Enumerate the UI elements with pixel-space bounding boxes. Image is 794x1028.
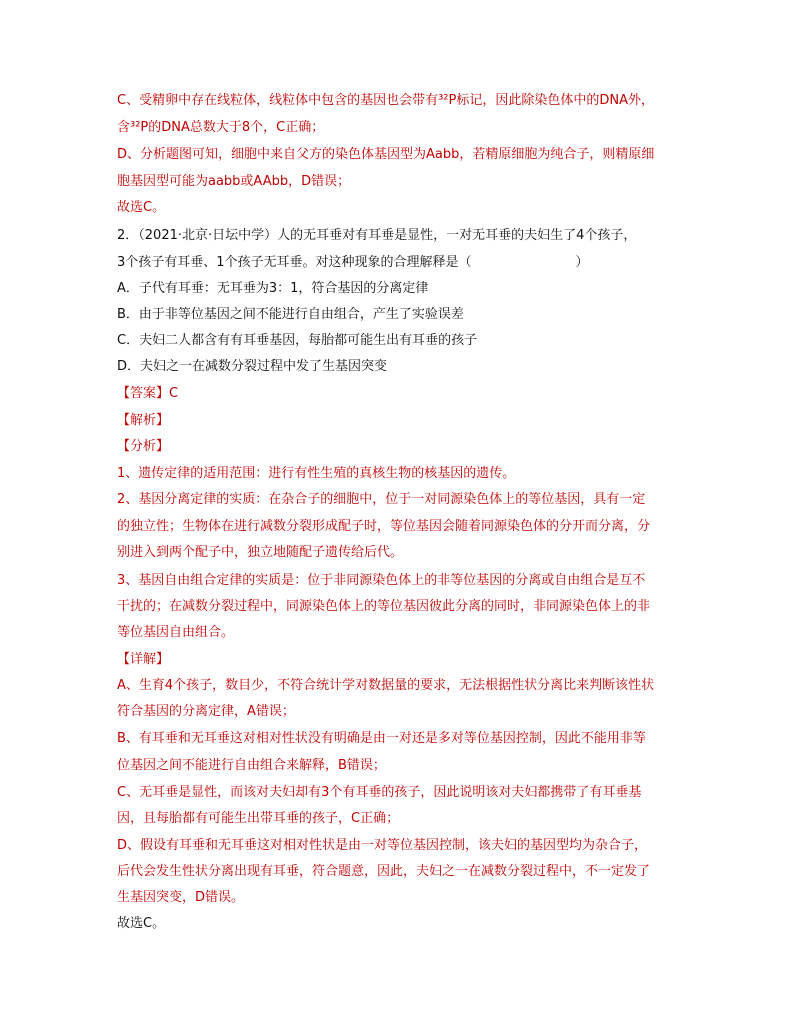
prev-conclusion: 故选C。 (117, 200, 166, 215)
option-c: C．夫妇二人都含有有耳垂基因，每胎都可能生出有耳垂的孩子 (117, 333, 478, 348)
detail-label: 【详解】 (117, 652, 170, 667)
question-stem-close: ） (575, 255, 589, 270)
option-a: A．子代有耳垂：无耳垂为3：1，符合基因的分离定律 (117, 281, 429, 296)
detail-line-3: B、有耳垂和无耳垂这对相对性状没有明确是由一对还是多对等位基因控制，因此不能用非等 (117, 731, 646, 746)
analysis-line-2: 2、基因分离定律的实质：在杂合子的细胞中，位于一对同源染色体上的等位基因，具有一定 (117, 492, 646, 507)
analysis-line-4: 别进入到两个配子中，独立地随配子遗传给后代。 (117, 545, 404, 560)
question-stem-line2 (117, 254, 589, 272)
answer-label: 【答案】 (117, 386, 170, 401)
jiexi-label: 【解析】 (117, 413, 170, 428)
detail-line-2: 符合基因的分离定律，A错误； (117, 704, 295, 719)
analysis-line-1: 1、遗传定律的适用范围：进行有性生殖的真核生物的核基因的遗传。 (117, 466, 516, 481)
detail-line-9: 生基因突变，D错误。 (117, 890, 245, 905)
option-b: B．由于非等位基因之间不能进行自由组合，产生了实验误差 (117, 307, 464, 322)
detail-line-5: C、无耳垂是显性，而该对夫妇却有3个有耳垂的孩子，因此说明该对夫妇都携带了有耳垂基 (117, 785, 642, 800)
analysis-line-7: 等位基因自由组合。 (117, 625, 235, 640)
analysis-line-5: 3、基因自由组合定律的实质是：位于非同源染色体上的非等位基因的分离或自由组合是互不 (117, 573, 646, 588)
analysis-line-3: 的独立性；生物体在进行减数分裂形成配子时，等位基因会随着同源染色体的分开而分离，分 (117, 519, 651, 534)
detail-line-6: 因，且每胎都有可能生出带耳垂的孩子，C正确； (117, 811, 400, 826)
prev-option-d-line2: 胞基因型可能为aabb或AAbb，D错误； (117, 174, 351, 189)
analysis-line-6: 干扰的；在减数分裂过程中，同源染色体上的等位基因彼此分离的同时，非同源染色体上的非 (117, 599, 651, 614)
final-conclusion: 故选C。 (117, 916, 166, 931)
fenxi-label: 【分析】 (117, 439, 170, 454)
detail-line-4: 位基因之间不能进行自由组合来解释，B错误； (117, 758, 386, 773)
option-d: D．夫妇之一在减数分裂过程中发了生基因突变 (117, 359, 388, 374)
prev-option-c-line1: C、受精卵中存在线粒体，线粒体中包含的基因也会带有³²P标记，因此除染色体中的DNA外， (117, 93, 654, 108)
question-stem-text: 3个孩子有耳垂、1个孩子无耳垂。对这种现象的合理解释是（ (117, 255, 472, 270)
detail-line-7: D、假设有耳垂和无耳垂这对相对性状是由一对等位基因控制，该夫妇的基因型均为杂合子， (117, 838, 648, 853)
answer-value: C (169, 386, 179, 401)
answer-line (117, 385, 178, 403)
detail-line-8: 后代会发生性状分离出现有耳垂，符合题意，因此，夫妇之一在减数分裂过程中，不一定发了 (117, 864, 651, 879)
question-stem-line1: 2．（2021·北京·日坛中学）人的无耳垂对有耳垂是显性，一对无耳垂的夫妇生了4个孩子， (117, 228, 637, 243)
prev-option-c-line2: 含³²P的DNA总数大于8个，C正确； (117, 120, 325, 135)
detail-line-1: A、生育4个孩子，数目少，不符合统计学对数据量的要求，无法根据性状分离比来判断该性状 (117, 678, 655, 693)
prev-option-d-line1: D、分析题图可知，细胞中来自父方的染色体基因型为Aabb，若精原细胞为纯合子，则精原细 (117, 147, 655, 162)
